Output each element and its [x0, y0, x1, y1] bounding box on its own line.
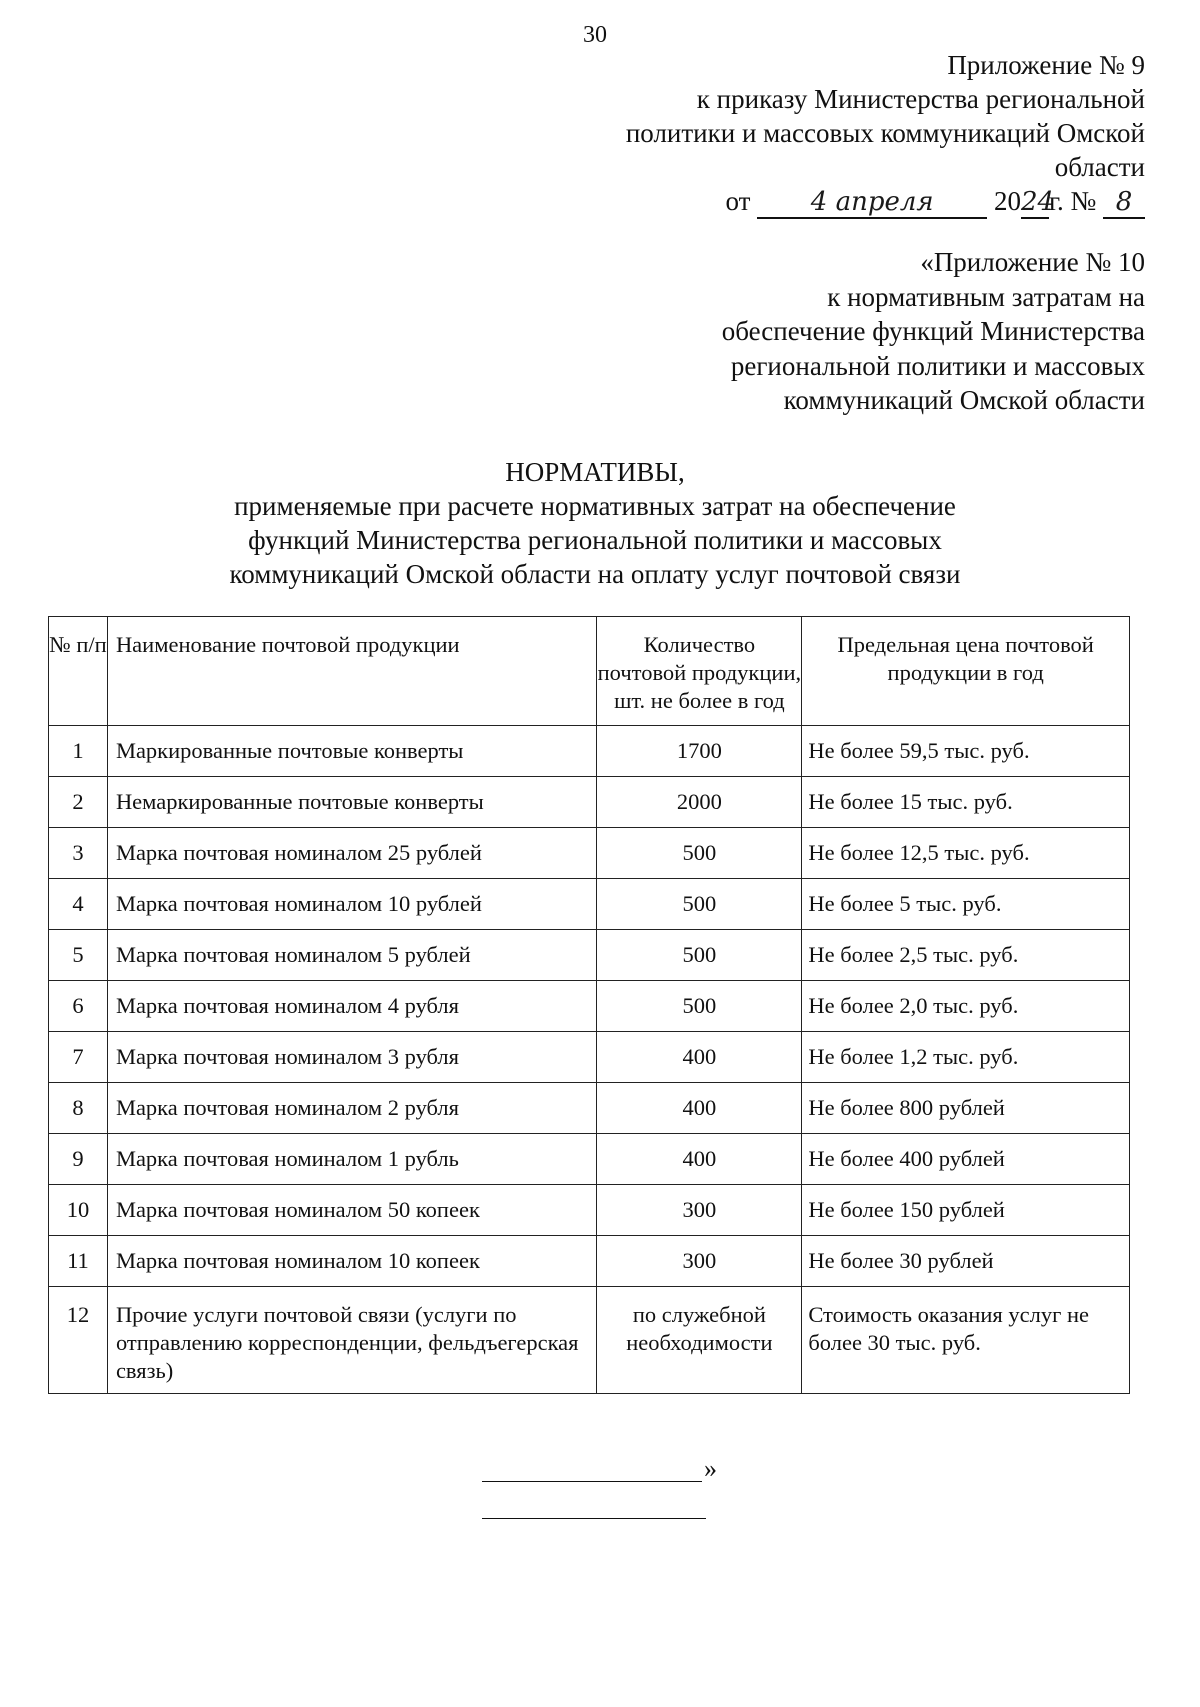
table-row [49, 1083, 1130, 1134]
document-title [0, 455, 1190, 591]
row-name: Марка почтовая номиналом 4 рубля [107, 981, 597, 1032]
row-price: Не более 5 тыс. руб. [802, 879, 1130, 930]
norms-table [48, 616, 1130, 1394]
appendix-header-line: Приложение № 9 [947, 50, 1145, 80]
table-row [49, 930, 1130, 981]
annex-reference-line: к нормативным затратам на [827, 281, 1145, 312]
year-suffix: г. № [1048, 186, 1097, 216]
row-price: Не более 800 рублей [802, 1083, 1130, 1134]
row-name: Марка почтовая номиналом 10 рублей [107, 879, 597, 930]
header-qty: Количество почтовой продукции, шт. не более в год [597, 617, 802, 726]
title-subline: применяемые при расчете нормативных затрат на обеспечение [234, 491, 956, 521]
closing-rule [482, 1459, 702, 1482]
year-prefix: 20 [993, 186, 1021, 216]
row-price: Стоимость оказания услуг не более 30 тыс. руб. [802, 1287, 1130, 1394]
page-number: 30 [583, 22, 607, 48]
header-num: № п/п [49, 617, 108, 726]
table-row [49, 1134, 1130, 1185]
appendix-header-line: политики и массовых коммуникаций Омской [625, 118, 1145, 148]
row-qty: 500 [597, 930, 802, 981]
table-row [49, 777, 1130, 828]
row-num: 8 [49, 1083, 108, 1134]
row-num: 5 [49, 930, 108, 981]
row-name: Марка почтовая номиналом 3 рубля [107, 1032, 597, 1083]
row-name: Марка почтовая номиналом 5 рублей [107, 930, 597, 981]
table-row [49, 1032, 1130, 1083]
row-qty: 1700 [597, 726, 802, 777]
row-qty: 2000 [597, 777, 802, 828]
row-price: Не более 12,5 тыс. руб. [802, 828, 1130, 879]
row-num: 9 [49, 1134, 108, 1185]
annex-reference [585, 245, 1145, 418]
row-qty: 300 [597, 1236, 802, 1287]
row-price: Не более 59,5 тыс. руб. [802, 726, 1130, 777]
order-date-line [726, 184, 1146, 219]
table-row [49, 1287, 1130, 1394]
row-price: Не более 400 рублей [802, 1134, 1130, 1185]
row-price: Не более 2,5 тыс. руб. [802, 930, 1130, 981]
row-qty: 500 [597, 981, 802, 1032]
table-row [49, 726, 1130, 777]
closing-quote: » [704, 1454, 717, 1483]
table-row [49, 879, 1130, 930]
row-qty: 400 [597, 1134, 802, 1185]
table-row [49, 1236, 1130, 1287]
row-price: Не более 30 рублей [802, 1236, 1130, 1287]
row-name: Марка почтовая номиналом 10 копеек [107, 1236, 597, 1287]
row-price: Не более 15 тыс. руб. [802, 777, 1130, 828]
title-subline: коммуникаций Омской области на оплату услуг почтовой связи [229, 559, 961, 589]
row-qty: 400 [597, 1032, 802, 1083]
handwritten-year: 24 [1020, 187, 1055, 217]
row-name: Марка почтовая номиналом 25 рублей [107, 828, 597, 879]
row-qty: 500 [597, 828, 802, 879]
handwritten-date: 4 апреля [757, 187, 987, 219]
table-row [49, 981, 1130, 1032]
appendix-header [585, 48, 1145, 184]
row-num: 11 [49, 1236, 108, 1287]
row-qty: 500 [597, 879, 802, 930]
row-num: 10 [49, 1185, 108, 1236]
closing-line-with-quote [482, 1456, 722, 1482]
row-name: Марка почтовая номиналом 50 копеек [107, 1185, 597, 1236]
row-num: 1 [49, 726, 108, 777]
row-name: Маркированные почтовые конверты [107, 726, 597, 777]
row-name: Марка почтовая номиналом 2 рубля [107, 1083, 597, 1134]
row-qty: по служебной необходимости [597, 1287, 802, 1394]
row-price: Не более 1,2 тыс. руб. [802, 1032, 1130, 1083]
row-num: 2 [49, 777, 108, 828]
row-num: 6 [49, 981, 108, 1032]
row-name: Марка почтовая номиналом 1 рубль [107, 1134, 597, 1185]
closing-lines [482, 1456, 722, 1519]
header-price: Предельная цена почтовой продукции в год [802, 617, 1130, 726]
row-num: 7 [49, 1032, 108, 1083]
row-price: Не более 150 рублей [802, 1185, 1130, 1236]
annex-reference-line: «Приложение № 10 [920, 247, 1145, 277]
date-prefix: от [725, 186, 751, 216]
appendix-header-line: области [1054, 152, 1145, 182]
title-subline: функций Министерства региональной политики и массовых [248, 525, 942, 555]
row-qty: 400 [597, 1083, 802, 1134]
row-name: Прочие услуги почтовой связи (услуги по отправлению корреспонденции, фельдъегерская связь) [107, 1287, 597, 1394]
annex-reference-line: обеспечение функций Министерства [721, 316, 1145, 346]
closing-rule-2 [482, 1518, 706, 1519]
annex-reference-line: коммуникаций Омской области [783, 385, 1145, 415]
handwritten-order-number: 8 [1103, 187, 1145, 219]
row-qty: 300 [597, 1185, 802, 1236]
table-header-row [49, 617, 1130, 726]
row-name: Немаркированные почтовые конверты [107, 777, 597, 828]
table-row [49, 828, 1130, 879]
annex-reference-line: региональной политики и массовых [730, 350, 1145, 381]
row-price: Не более 2,0 тыс. руб. [802, 981, 1130, 1032]
appendix-header-line: к приказу Министерства региональной [696, 84, 1145, 114]
row-num: 3 [49, 828, 108, 879]
row-num: 12 [49, 1287, 108, 1394]
header-name: Наименование почтовой продукции [107, 617, 597, 726]
title-heading: НОРМАТИВЫ, [505, 457, 685, 487]
row-num: 4 [49, 879, 108, 930]
table-row [49, 1185, 1130, 1236]
